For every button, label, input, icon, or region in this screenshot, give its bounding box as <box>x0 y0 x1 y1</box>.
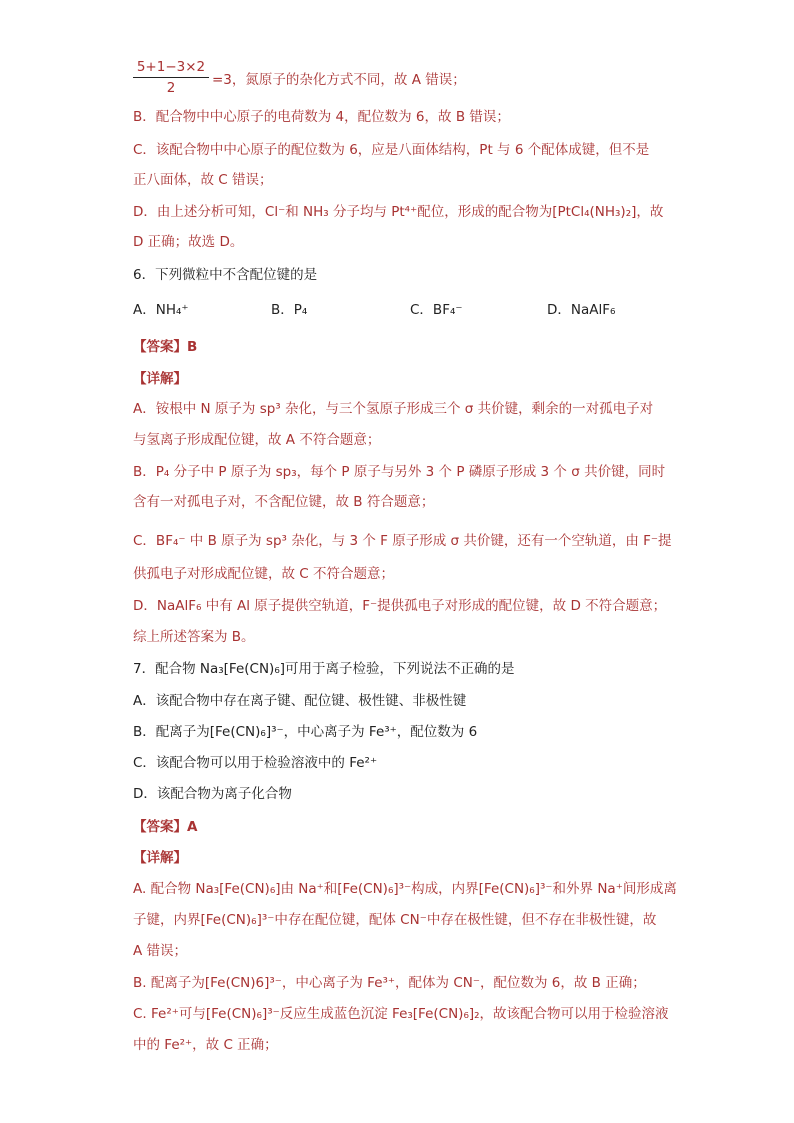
option-a: A．该配合物中存在离子键、配位键、极性键、非极性键 <box>133 693 467 709</box>
explanation-line: B．P₄ 分子中 P 原子为 sp₃，每个 P 原子与另外 3 个 P 磷原子形成 3 个 σ 共价键，同时 <box>133 464 666 480</box>
explanation-line: D．由上述分析可知，Cl⁻和 NH₃ 分子均与 Pt⁴⁺配位，形成的配合物为[PtCl₄(NH₃)₂]，故 <box>133 204 664 220</box>
option-c: C．该配合物可以用于检验溶液中的 Fe²⁺ <box>133 755 378 771</box>
option-b: B．配离子为[Fe(CN)₆]³⁻，中心离子为 Fe³⁺，配位数为 6 <box>133 724 478 740</box>
explanation-line: 与氢离子形成配位键，故 A 不符合题意； <box>133 432 381 448</box>
explanation-line: 供孤电子对形成配位键，故 C 不符合题意； <box>133 566 395 582</box>
explanation-line: D．NaAlF₆ 中有 Al 原子提供空轨道，F⁻提供孤电子对形成的配位键，故 D 不符合题意； <box>133 598 667 614</box>
option-d: D．该配合物为离子化合物 <box>133 786 292 802</box>
explanation-line: 子键，内界[Fe(CN)₆]³⁻中存在配位键，配体 CN⁻中存在极性键，但不存在非极性键，故 <box>133 912 657 928</box>
explanation-line: A．铵根中 N 原子为 sp³ 杂化，与三个氢原子形成三个 σ 共价键，剩余的一对孤电子对 <box>133 401 654 417</box>
question-stem: 7．配合物 Na₃[Fe(CN)₆]可用于离子检验，下列说法不正确的是 <box>133 661 515 677</box>
explanation-line: C. Fe²⁺可与[Fe(CN)₆]³⁻反应生成蓝色沉淀 Fe₃[Fe(CN)₆]₂，故该配合物可以用于检验溶液 <box>133 1006 669 1022</box>
explanation-line: B．配合物中中心原子的电荷数为 4，配位数为 6，故 B 错误； <box>133 109 510 125</box>
explanation-line: 含有一对孤电子对，不含配位键，故 B 符合题意； <box>133 494 435 510</box>
fraction-denominator: 2 <box>166 80 176 96</box>
fraction-expression <box>133 58 209 97</box>
explanation-line: C．该配合物中中心原子的配位数为 6，应是八面体结构，Pt 与 6 个配体成键，但不是 <box>133 142 650 158</box>
option-c: C．BF₄⁻ <box>410 302 463 318</box>
explanation-line: B. 配离子为[Fe(CN)6]³⁻，中心离子为 Fe³⁺，配体为 CN⁻，配位数为 6，故 B 正确； <box>133 975 646 991</box>
explanation-line: 正八面体，故 C 错误； <box>133 172 273 188</box>
answer-label: 【答案】A <box>133 819 198 835</box>
question-stem: 6．下列微粒中不含配位键的是 <box>133 267 318 283</box>
answer-label: 【答案】B <box>133 339 198 355</box>
fraction-numerator: 5+1−3×2 <box>133 58 209 78</box>
explanation-line: 中的 Fe²⁺，故 C 正确； <box>133 1037 278 1053</box>
explanation-line: 综上所述答案为 B。 <box>133 629 255 645</box>
explanation-line: =3，氮原子的杂化方式不同，故 A 错误； <box>212 72 466 88</box>
explanation-line: A. 配合物 Na₃[Fe(CN)₆]由 Na⁺和[Fe(CN)₆]³⁻构成，内界[Fe(CN)₆]³⁻和外界 Na⁺间形成离 <box>133 881 677 897</box>
option-d: D．NaAlF₆ <box>547 302 616 318</box>
option-b: B．P₄ <box>271 302 308 318</box>
detail-label: 【详解】 <box>133 371 187 387</box>
explanation-line: D 正确；故选 D。 <box>133 234 244 250</box>
explanation-line: C．BF₄⁻ 中 B 原子为 sp³ 杂化，与 3 个 F 原子形成 σ 共价键，还有一个空轨道，由 F⁻提 <box>133 533 672 549</box>
explanation-line: A 错误； <box>133 943 188 959</box>
option-a: A．NH₄⁺ <box>133 302 189 318</box>
detail-label: 【详解】 <box>133 850 187 866</box>
